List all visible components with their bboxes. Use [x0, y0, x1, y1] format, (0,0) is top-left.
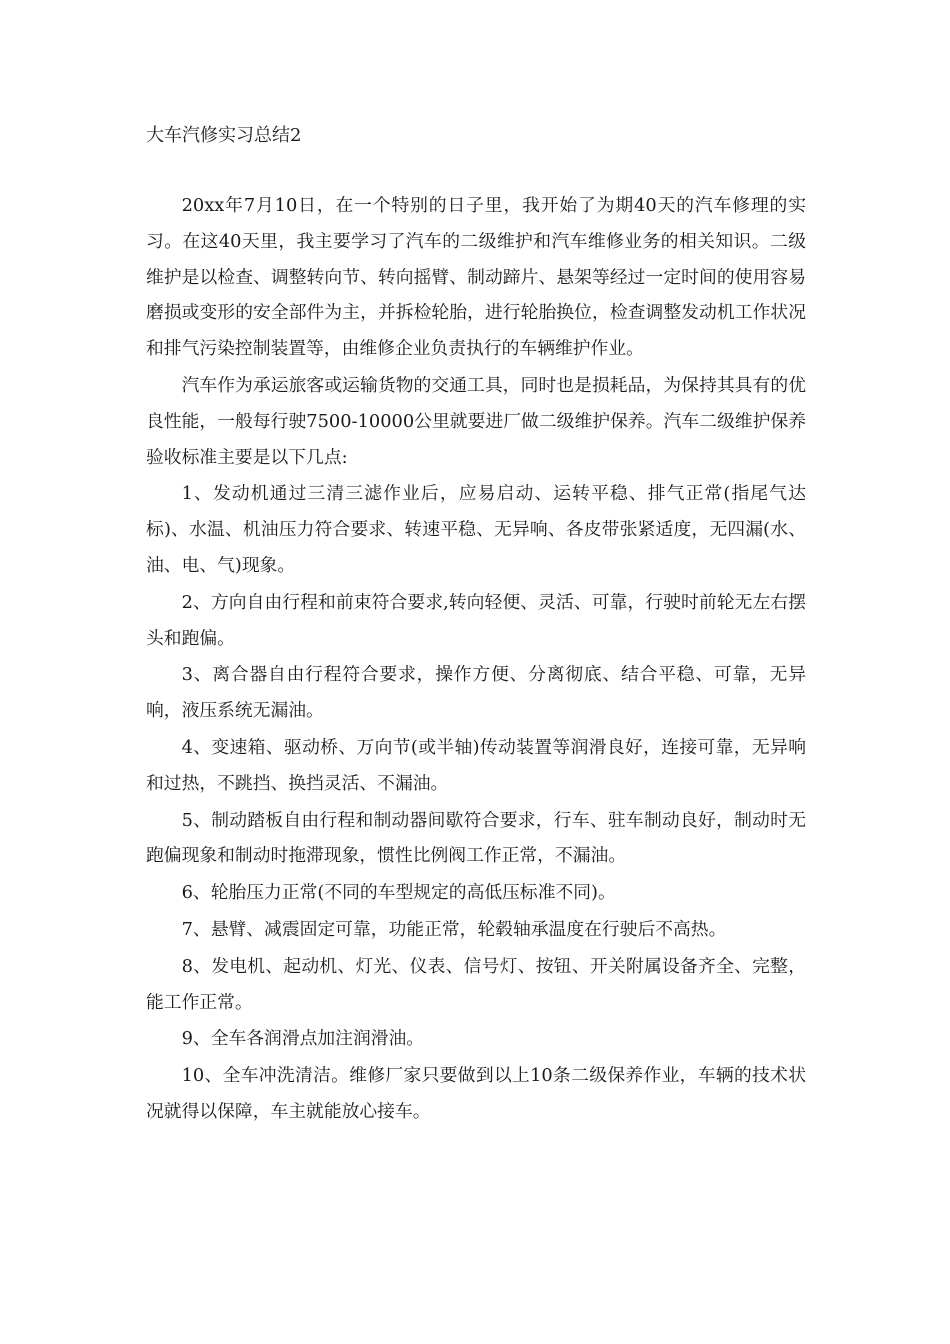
list-item-10: 10、全车冲洗清洁。维修厂家只要做到以上10条二级保养作业，车辆的技术状况就得以保障，车主就能放心接车。 — [146, 1065, 806, 1122]
list-item-6: 6、轮胎压力正常(不同的车型规定的高低压标准不同)。 — [181, 882, 616, 904]
document-title: 大车汽修实习总结2 — [146, 125, 302, 146]
list-item-2: 2、方向自由行程和前束符合要求,转向轻便、灵活、可靠，行驶时前轮无左右摆头和跑偏。 — [146, 591, 806, 649]
list-item-9: 9、全车各润滑点加注润滑油。 — [181, 1028, 425, 1050]
list-item-3: 3、离合器自由行程符合要求，操作方便、分离彻底、结合平稳、可靠，无异响，液压系统无漏油。 — [146, 664, 806, 722]
list-item-8: 8、发电机、起动机、灯光、仪表、信号灯、按钮、开关附属设备齐全、完整，能工作正常。 — [146, 955, 806, 1013]
list-item-4: 4、变速箱、驱动桥、万向节(或半轴)传动装置等润滑良好，连接可靠，无异响和过热，不跳挡、换挡灵活、不漏油。 — [146, 736, 806, 794]
list-item-7: 7、悬臂、减震固定可靠，功能正常，轮毂轴承温度在行驶后不高热。 — [181, 918, 727, 940]
paragraph-standards-intro: 汽车作为承运旅客或运输货物的交通工具，同时也是损耗品，为保持其具有的优良性能，一般每行驶7500-10000公里就要进厂做二级维护保养。汽车二级维护保养验收标准主要是以下几点: — [146, 374, 806, 468]
paragraph-intro: 20xx年7月10日，在一个特别的日子里，我开始了为期40天的汽车修理的实习。在这40天里，我主要学习了汽车的二级维护和汽车维修业务的相关知识。二级维护是以检查、调整转向节、转向摇臂、制动蹄片、悬架等经过一定时间的使用容易磨损或变形的安全部件为主，并拆检轮胎，进行轮胎换位，检查调整发动机工作状况和排气污染控制装置等，由维修企业负责执行的车辆维护作业。 — [146, 195, 806, 360]
document-body — [146, 188, 806, 1131]
list-item-1: 1、发动机通过三清三滤作业后，应易启动、运转平稳、排气正常(指尾气达标)、水温、机油压力符合要求、转速平稳、无异响、各皮带张紧适度，无四漏(水、油、电、气)现象。 — [146, 483, 806, 576]
list-item-5: 5、制动踏板自由行程和制动器间歇符合要求，行车、驻车制动良好，制动时无跑偏现象和制动时拖滞现象，惯性比例阀工作正常，不漏油。 — [146, 809, 806, 867]
